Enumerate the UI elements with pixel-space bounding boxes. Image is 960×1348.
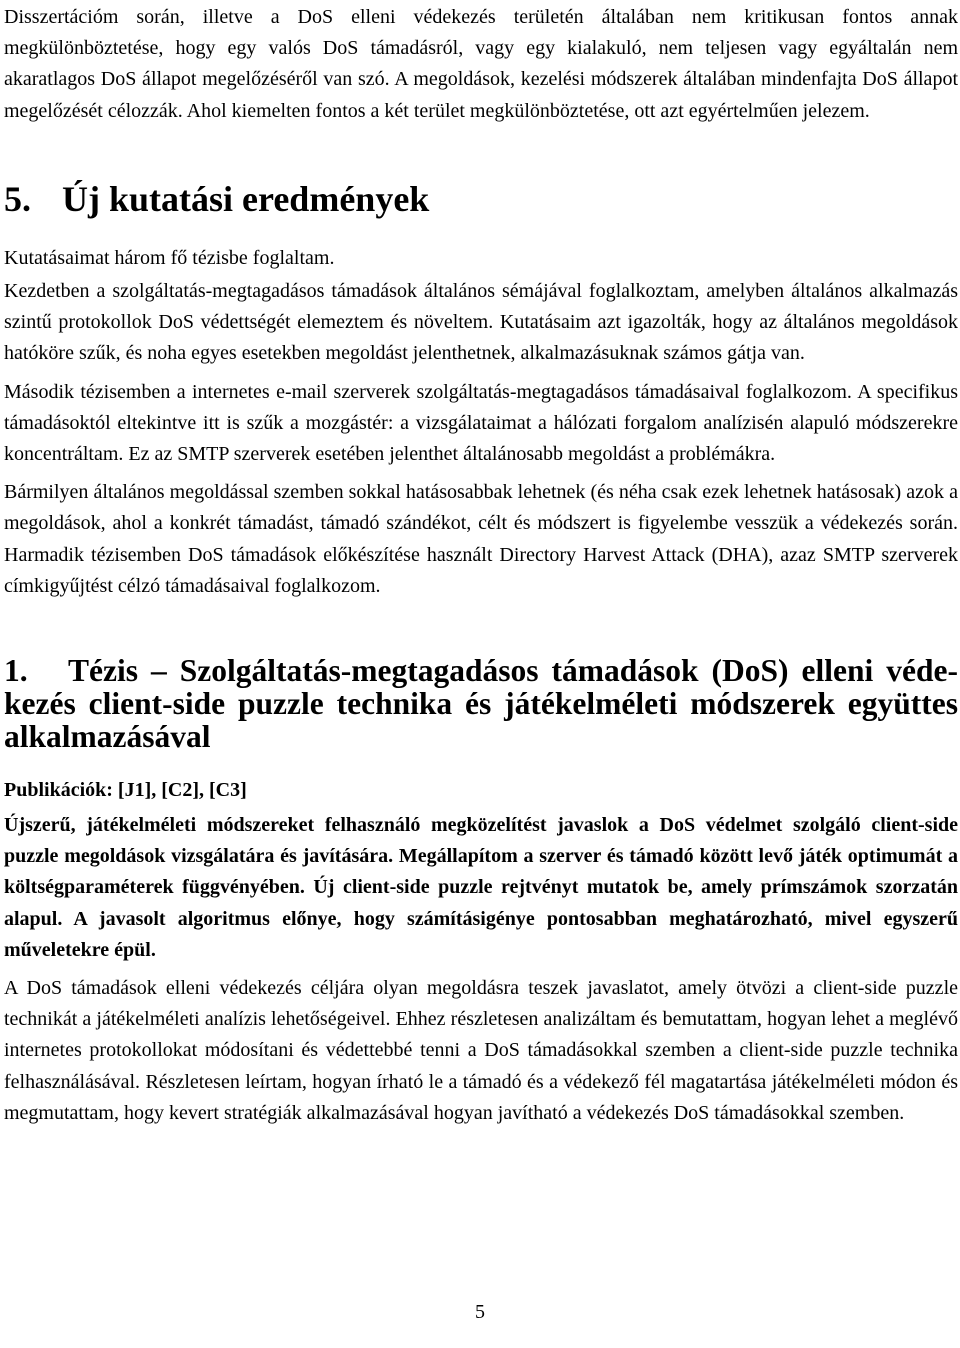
- section-title: Új kutatási eredmények: [62, 178, 430, 219]
- thesis-number: 1.: [4, 653, 28, 689]
- publications-line: [4, 775, 958, 806]
- page-number: 5: [475, 1301, 485, 1323]
- intro-paragraph: Disszertációm során, illetve a DoS elleni védekezés területén általában nem kritikusan fontos annak megkülönböztetése, hogy egy valós DoS támadásról, vagy egy kialakuló, nem teljesen vagy egyáltalán nem akaratlagos DoS állapot megelőzéséről van szó. A megoldások, kezelési módszerek általában mindenfajta DoS állapot megelőzését célozzák. Ahol kiemelten fontos a két terület megkülönböztetése, ott azt egyértelműen jelezem.: [4, 6, 958, 122]
- section-heading: [4, 179, 958, 219]
- section-lead: Kutatásaimat három fő tézisbe foglaltam.: [4, 246, 335, 269]
- section-paragraph-3: Bármilyen általános megoldással szemben sokkal hatásosabbak lehetnek (és néha csak ezek lehetnek hatásosak) azok a megoldások, ahol a konkrét támadást, támadó szándékot, célt és módszert is figyelembe vesszük a védekezés során. Harmadik tézisemben DoS támadások előkészítése használt Directory Harvest Attack (DHA), azaz SMTP szerverek címkigyűjtést célzó támadásaival foglalkozom.: [4, 481, 958, 597]
- publications-label: Publikációk:: [4, 779, 113, 802]
- section-number: 5.: [4, 178, 31, 219]
- thesis-summary: Újszerű, játékelméleti módszereket felhasználó megközelítést javaslok a DoS védelmet szolgáló client-side puzzle megoldások vizsgálatára és javítására. Megállapítom a szerver és támadó között levő játék optimumát a költségparaméterek függvényében. Új client-side puzzle rejtvényt mutatok be, amely prímszámok szorzatán alapul. A javasolt algoritmus előnye, hogy számításigénye pontosabban meghatározható, mivel egyszerű műveletekre épül.: [4, 814, 958, 961]
- publications-refs: [J1], [C2], [C3]: [117, 779, 247, 802]
- thesis-body: A DoS támadások elleni védekezés céljára olyan megoldásra teszek javaslatot, amely ötvözi a client-side puzzle technikát a játékelméleti analízis lehetőségeivel. Ehhez részletesen analizáltam és bemutattam, hogyan lehet a meglévő internetes protokollokat módosítani és védettebbé tenni a DoS támadásokkal szemben a client-side puzzle technika felhasználásával. Részletesen leírtam, hogyan írható le a támadó és a védekező fél magatartása játékelméleti módon és megmutattam, hogy kevert stratégiák alkalmazásával hogyan javítható a védekezés DoS támadásokkal szemben.: [4, 977, 958, 1124]
- section-paragraph-2: Második tézisemben a internetes e-mail szerverek szolgáltatás-megtagadásos támadásaival foglalkozom. A specifikus támadásoktól eltekintve itt is szűk a mozgástér: a vizsgálataimat a hálózati forgalom analízisén alapuló módszerekre koncentráltam. Ez az SMTP szerverek esetében jelenthet általánosabb megoldást a problémákra.: [4, 380, 958, 466]
- thesis-title: Tézis – Szolgáltatás-megtagadásos támadások (DoS) elleni véde-kezés client-side puzzle technika és játékelméleti módszerek együttes alkalmazásával: [4, 653, 958, 755]
- document-page: [4, 2, 958, 1129]
- section-paragraph-1: Kezdetben a szolgáltatás-megtagadásos támadások általános sémájával foglalkoztam, amelyben általános alkalmazás szintű protokollok DoS védettségét elemeztem és növeltem. Kutatásaim azt igazolták, hogy az általános megoldások hatóköre szűk, és noha egyes esetekben megoldást jelenthetnek, alkalmazásuknak számos gátja van.: [4, 280, 958, 365]
- thesis-heading: [4, 654, 958, 753]
